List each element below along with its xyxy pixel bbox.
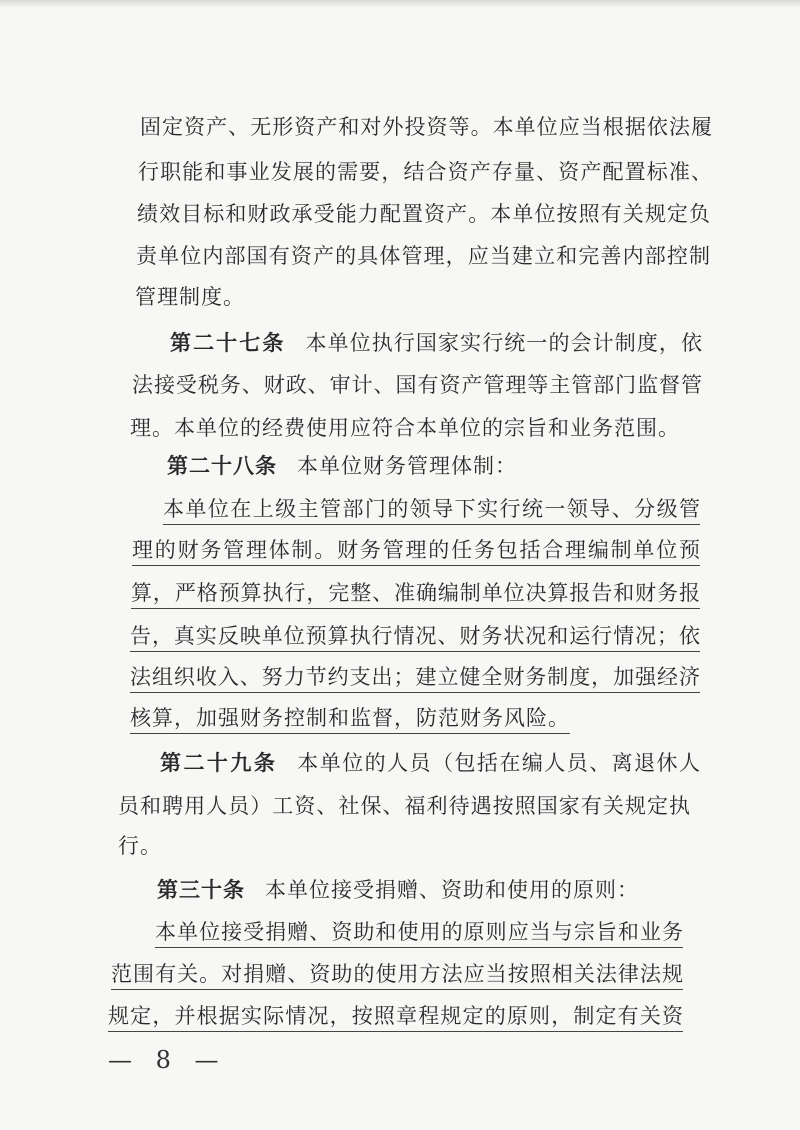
line-text: 理。本单位的经费使用应符合本单位的宗旨和业务范围。 <box>130 416 680 440</box>
text-line <box>131 578 700 609</box>
line-text: 本单位财务管理体制： <box>297 454 517 478</box>
page-number: — 8 — <box>108 1046 227 1074</box>
article-heading-line <box>167 451 517 481</box>
text-line <box>111 959 683 990</box>
article-heading-line <box>157 875 639 905</box>
line-text: 范围有关。对捐赠、资助的使用方法应当按照相关法律法规 <box>111 962 683 986</box>
line-text: 本单位接受捐赠、资助和使用的原则： <box>265 878 639 902</box>
text-line <box>137 199 710 229</box>
line-text: 员和聘用人员）工资、社保、福利待遇按照国家有关规定执 <box>118 794 690 818</box>
text-line <box>130 413 680 443</box>
line-text: 管理制度。 <box>135 285 245 309</box>
text-line <box>118 831 162 861</box>
text-line <box>132 370 702 400</box>
text-line <box>118 791 690 821</box>
text-line <box>136 241 710 271</box>
line-text: 法组织收入、努力节约支出；建立健全财务制度，加强经济 <box>130 665 700 689</box>
article-number: 第二十七条 <box>170 331 286 355</box>
text-line <box>155 917 683 948</box>
text-line <box>130 621 700 652</box>
text-line <box>138 157 712 187</box>
article-heading-line <box>170 328 702 358</box>
text-line <box>140 112 712 142</box>
line-text: 责单位内部国有资产的具体管理，应当建立和完善内部控制 <box>136 244 710 268</box>
text-line <box>163 494 700 525</box>
text-line <box>135 282 245 312</box>
line-text: 告，真实反映单位预算执行情况、财务状况和运行情况；依 <box>130 624 700 648</box>
line-text: 本单位接受捐赠、资助和使用的原则应当与宗旨和业务 <box>155 920 683 944</box>
line-text: 核算，加强财务控制和监督，防范财务风险。 <box>130 706 570 730</box>
line-text: 本单位在上级主管部门的领导下实行统一领导、分级管 <box>163 497 700 521</box>
line-text: 本单位的人员（包括在编人员、离退休人 <box>297 751 701 775</box>
article-number: 第二十九条 <box>160 751 278 775</box>
text-line <box>108 1001 683 1032</box>
line-text: 行。 <box>118 834 162 858</box>
text-line <box>130 662 700 693</box>
line-text: 理的财务管理体制。财务管理的任务包括合理编制单位预 <box>132 538 700 562</box>
line-text: 法接受税务、财政、审计、国有资产管理等主管部门监督管 <box>132 373 702 397</box>
line-text: 规定，并根据实际情况，按照章程规定的原则，制定有关资 <box>108 1004 683 1028</box>
article-number: 第三十条 <box>157 878 245 902</box>
text-line <box>130 703 570 734</box>
line-text: 本单位执行国家实行统一的会计制度，依 <box>305 331 703 355</box>
line-text: 算，严格预算执行，完整、准确编制单位决算报告和财务报 <box>131 581 700 605</box>
scan-edge <box>0 0 800 8</box>
line-text: 行职能和事业发展的需要，结合资产存量、资产配置标准、 <box>138 160 712 184</box>
article-number: 第二十八条 <box>167 454 277 478</box>
article-heading-line <box>160 748 700 778</box>
text-line <box>132 535 700 566</box>
line-text: 固定资产、无形资产和对外投资等。本单位应当根据依法履 <box>140 115 712 139</box>
line-text: 绩效目标和财政承受能力配置资产。本单位按照有关规定负 <box>137 202 710 226</box>
